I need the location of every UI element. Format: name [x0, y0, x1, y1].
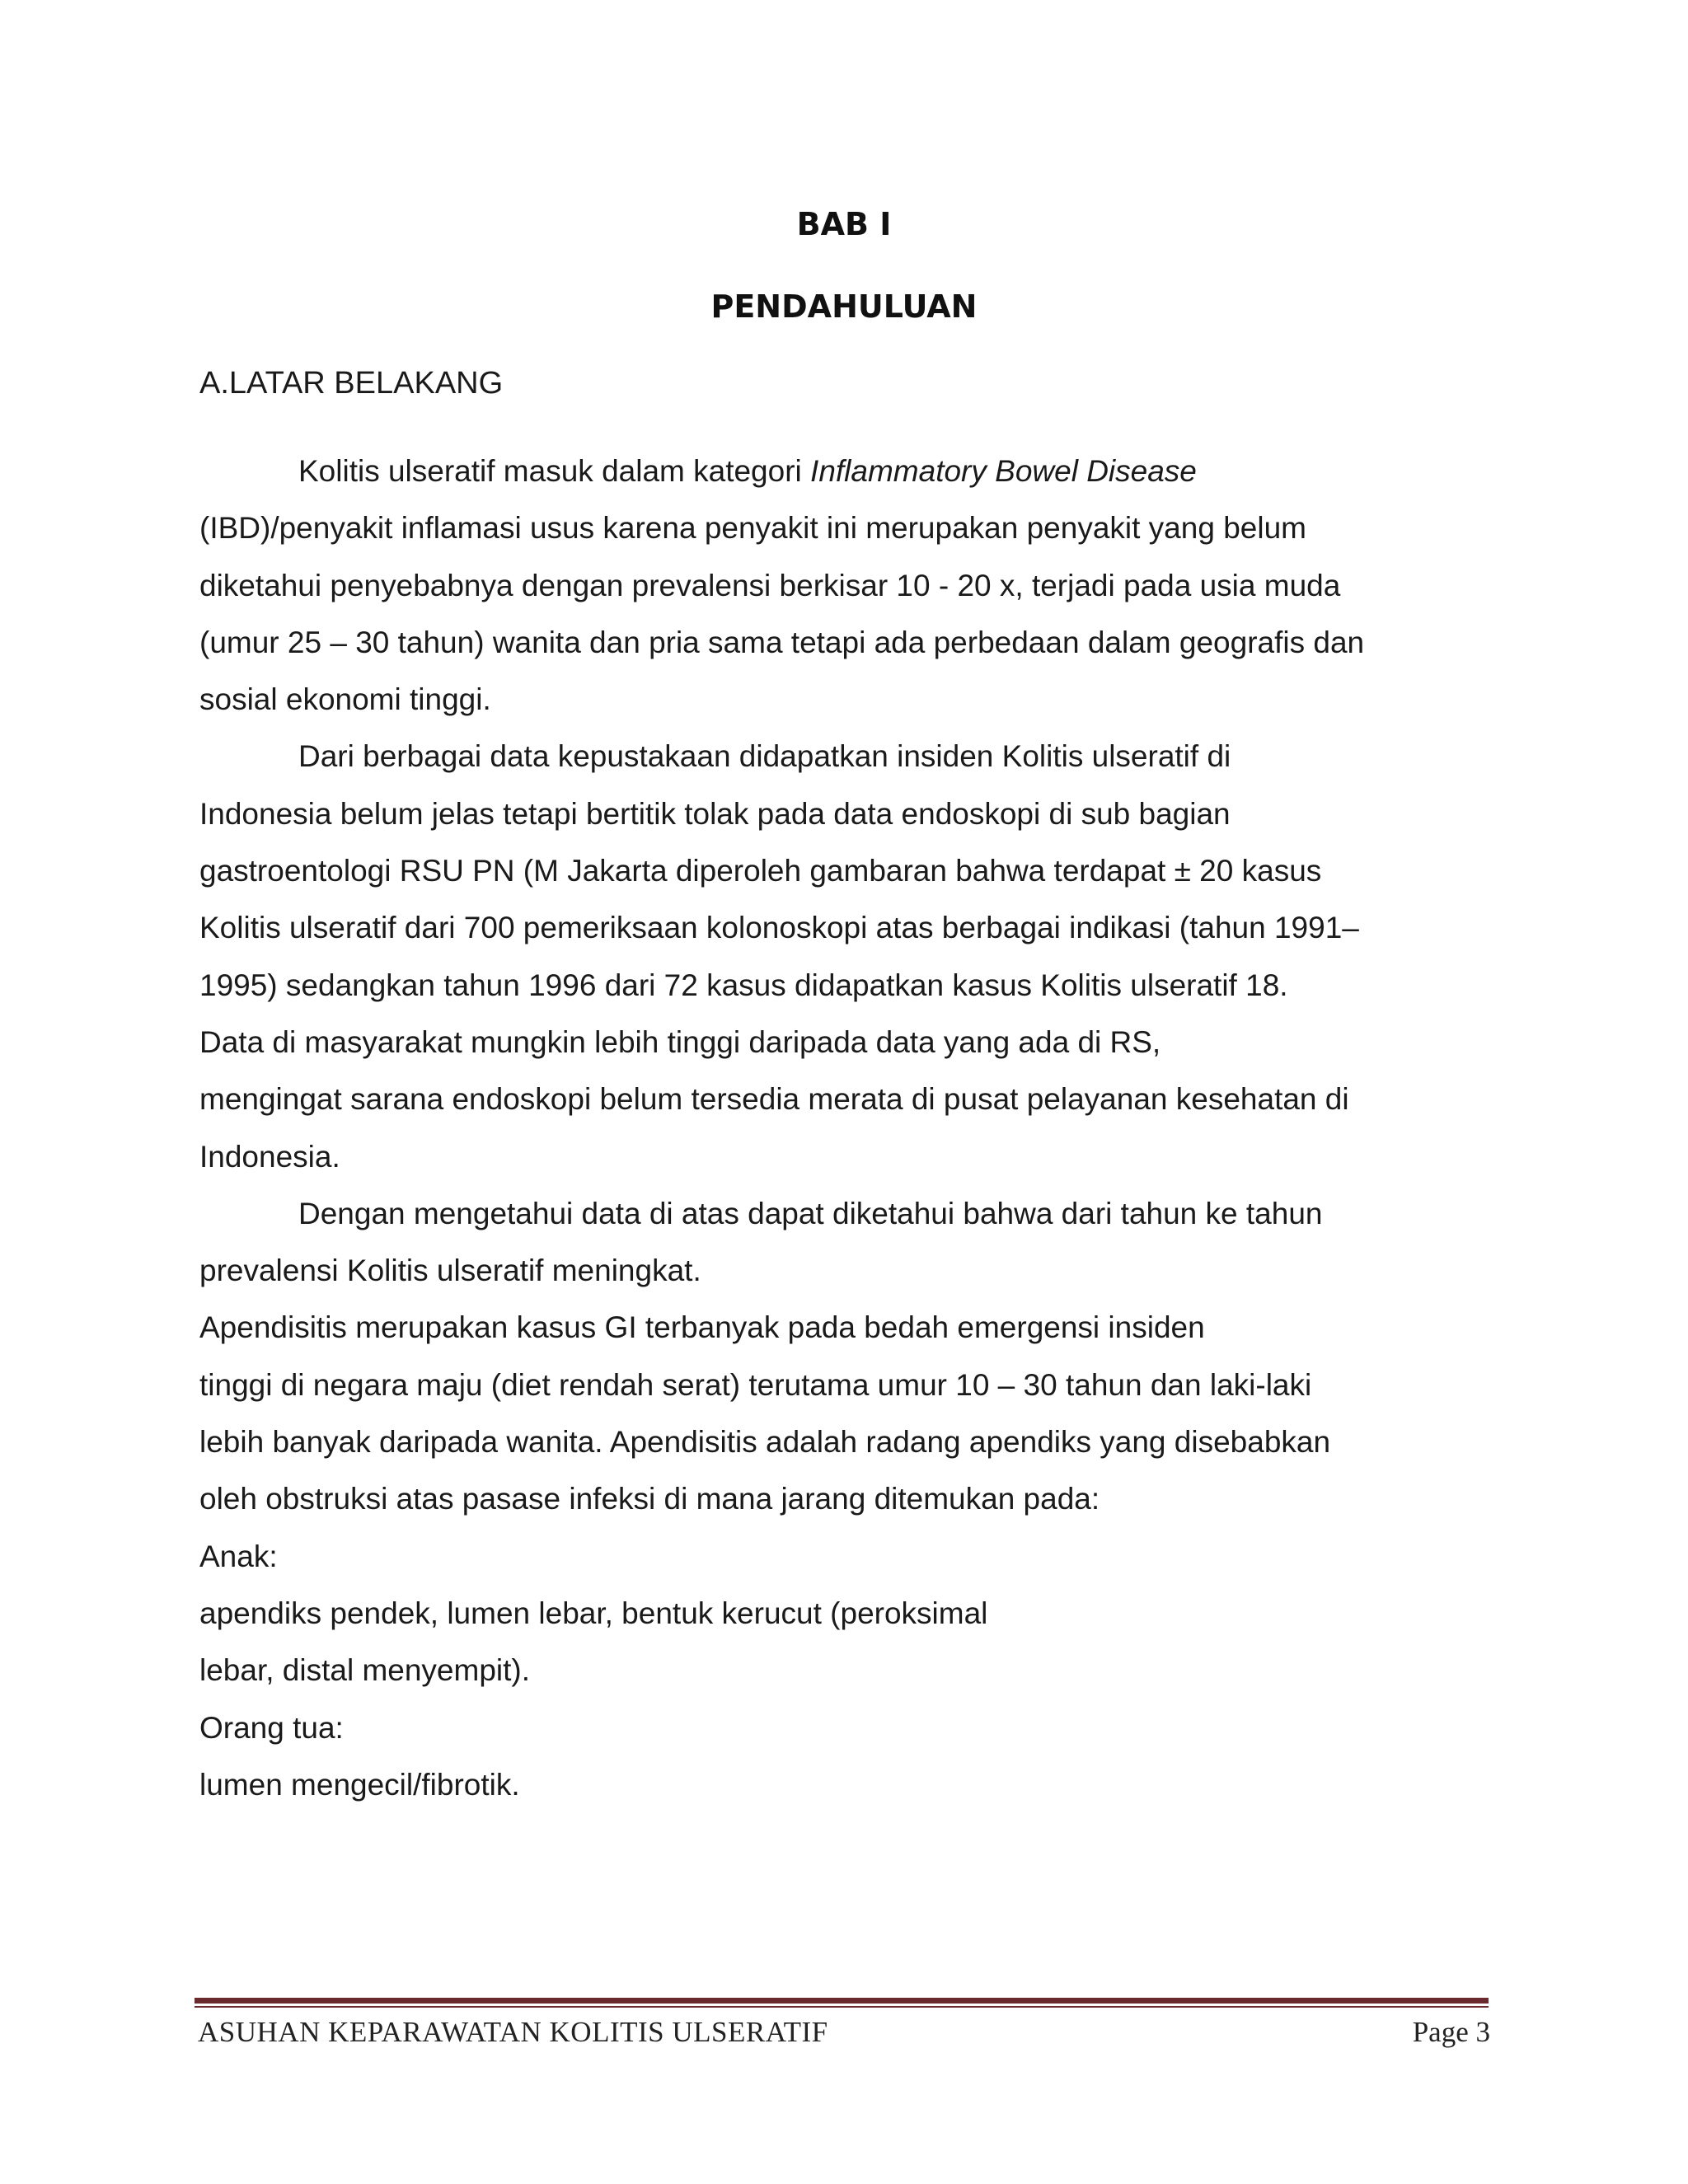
- footer-rule-thin: [195, 2006, 1489, 2008]
- paragraph-3-line: Anak:: [199, 1539, 278, 1573]
- paragraph-1-italic-term: Inflammatory Bowel Disease: [810, 454, 1197, 488]
- paragraph-1-line: (umur 25 – 30 tahun) wanita dan pria sama tetapi ada perbedaan dalam geografis dan: [199, 625, 1365, 659]
- paragraph-1-line: sosial ekonomi tinggi.: [199, 682, 491, 717]
- paragraph-3-line: Orang tua:: [199, 1710, 344, 1745]
- chapter-title: PENDAHULUAN: [710, 288, 978, 325]
- paragraph-2-line: Indonesia.: [199, 1139, 340, 1174]
- paragraph-1-line-1: [199, 443, 1485, 499]
- paragraph-3-line: tinggi di negara maju (diet rendah serat) terutama umur 10 – 30 tahun dan laki-laki: [199, 1367, 1312, 1402]
- paragraph-2-line: Data di masyarakat mungkin lebih tinggi daripada data yang ada di RS,: [199, 1024, 1161, 1059]
- paragraph-3-line: apendiks pendek, lumen lebar, bentuk kerucut (peroksimal: [199, 1596, 988, 1630]
- section-title: A.LATAR BELAKANG: [199, 366, 504, 401]
- paragraph-1-plain: Kolitis ulseratif masuk dalam kategori: [298, 454, 811, 488]
- paragraph-3-line: Dengan mengetahui data di atas dapat diketahui bahwa dari tahun ke tahun: [298, 1196, 1323, 1230]
- footer-title: ASUHAN KEPARAWATAN KOLITIS ULSERATIF: [198, 2016, 828, 2048]
- paragraph-2-line: mengingat sarana endoskopi belum tersedia merata di pusat pelayanan kesehatan di: [199, 1082, 1349, 1117]
- paragraph-2-line: gastroentologi RSU PN (M Jakarta diperoleh gambaran bahwa terdapat ± 20 kasus: [199, 854, 1322, 888]
- chapter-heading: BAB I: [796, 206, 892, 242]
- paragraph-3-line: lebar, distal menyempit).: [199, 1653, 531, 1688]
- paragraph-3-line: lebih banyak daripada wanita. Apendisitis adalah radang apendiks yang disebabkan: [199, 1425, 1331, 1460]
- paragraph-3-line: lumen mengecil/fibrotik.: [199, 1767, 520, 1802]
- paragraph-2-line: Indonesia belum jelas tetapi bertitik tolak pada data endoskopi di sub bagian: [199, 796, 1231, 831]
- body-text: [199, 443, 1485, 1813]
- paragraph-1-line: diketahui penyebabnya dengan prevalensi berkisar 10 - 20 x, terjadi pada usia muda: [199, 568, 1341, 602]
- footer-rule: [195, 1998, 1489, 2004]
- page-number: Page 3: [1412, 2016, 1490, 2048]
- paragraph-3-line: Apendisitis merupakan kasus GI terbanyak pada bedah emergensi insiden: [199, 1310, 1205, 1345]
- paragraph-2-line: Kolitis ulseratif dari 700 pemeriksaan kolonoskopi atas berbagai indikasi (tahun 1991–: [199, 911, 1359, 945]
- paragraph-1-line: (IBD)/penyakit inflamasi usus karena penyakit ini merupakan penyakit yang belum: [199, 511, 1306, 546]
- paragraph-3-line: oleh obstruksi atas pasase infeksi di mana jarang ditemukan pada:: [199, 1482, 1100, 1516]
- paragraph-2-line: 1995) sedangkan tahun 1996 dari 72 kasus didapatkan kasus Kolitis ulseratif 18.: [199, 968, 1288, 1002]
- paragraph-2-line: Dari berbagai data kepustakaan didapatkan insiden Kolitis ulseratif di: [298, 739, 1231, 774]
- paragraph-3-line: prevalensi Kolitis ulseratif meningkat.: [199, 1254, 701, 1288]
